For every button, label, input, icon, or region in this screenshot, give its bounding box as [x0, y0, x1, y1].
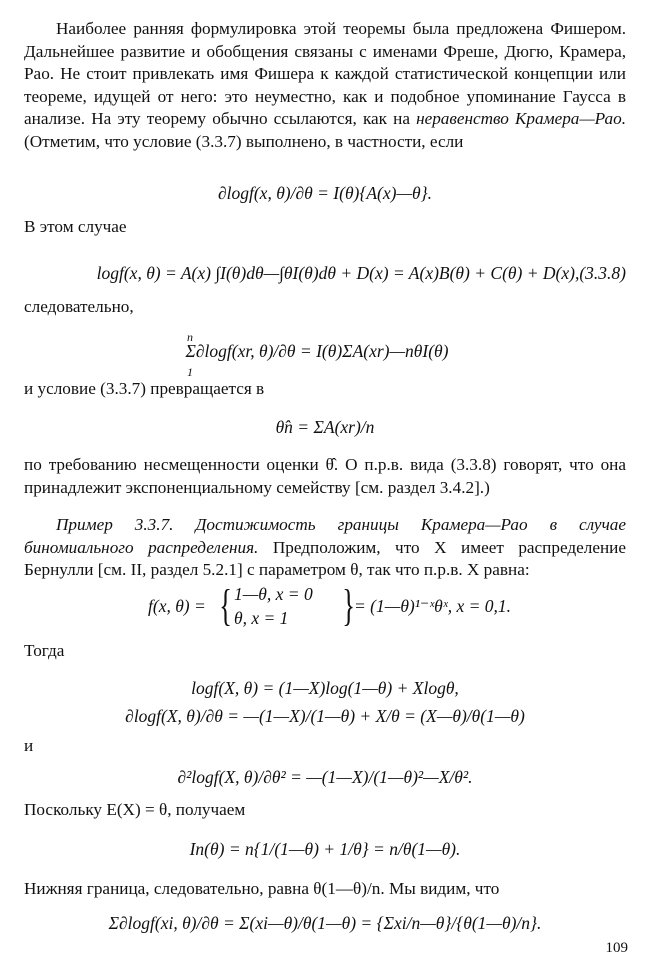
equation-1: ∂logf(x, θ)/∂θ = I(θ){A(x)—θ}. [217, 183, 433, 203]
text-and: и [24, 736, 34, 755]
equation-log-likelihood: logf(X, θ) = (1—X)log(1—θ) + Xlogθ, [191, 678, 459, 698]
sum-lower-limit: 1 [187, 365, 193, 379]
text-lower-bound: Нижняя граница, следовательно, равна θ(1—θ)/n. Мы видим, что [24, 879, 500, 898]
pdf-lhs: f(x, θ) = [148, 596, 206, 616]
right-brace: } [342, 581, 355, 630]
equation-3-3-8: logf(x, θ) = A(x) ∫I(θ)dθ—∫θI(θ)dθ + D(x) = A(x)B(θ) + C(θ) + D(x),(3.3.8) [96, 263, 626, 283]
equation-score: ∂logf(X, θ)/∂θ = —(1—X)/(1—θ) + X/θ = (X—θ)/θ(1—θ) [125, 706, 525, 726]
equation-second-derivative: ∂²logf(X, θ)/∂θ² = —(1—X)/(1—θ)²—X/θ². [177, 767, 473, 787]
paragraph-intro [24, 18, 626, 154]
page-number: 109 [605, 940, 628, 956]
sum-upper-limit: n [187, 330, 193, 344]
pdf-case-1: 1—θ, x = 0 [234, 584, 313, 604]
text-therefore: следовательно, [24, 297, 134, 316]
text-since: Поскольку E(X) = θ, получаем [24, 800, 246, 819]
paragraph-intro-end: (Отметим, что условие (3.3.7) выполнено, в частности, если [24, 131, 464, 151]
equation-sum-score: Σ∂logf(xi, θ)/∂θ = Σ(xi—θ)/θ(1—θ) = {Σxi/n—θ}/{θ(1—θ)/n}. [108, 913, 542, 933]
text-condition: и условие (3.3.7) превращается в [24, 379, 265, 398]
left-brace: { [219, 581, 232, 630]
term-cramer-rao: неравенство Крамера—Рао. [416, 109, 626, 129]
paragraph-intro-text: Наиболее ранняя формулировка этой теоремы была предложена Фишером. Дальнейшее развитие и обобщения связаны с именами Фреше, Дюгю, Крамера, Рао. Не стоит привлекать имя Фишера к каждой статистической концепции или теореме, идущей от него: это неуместно, как и подобное упоминание Гаусса в анализе. На эту теорему обычно ссылаются, как на [24, 19, 626, 129]
equation-bernoulli-pdf [148, 582, 528, 634]
example-text: Предположим, что X имеет распределение Бернулли [см. II, раздел 5.2.1] с параметром θ, так что п.р.в. X равна: [24, 537, 626, 580]
paragraph-unbiased: по требованию несмещенности оценки θ̂. О п.р.в. вида (3.3.8) говорят, что она принадлежит экспоненциальному семейству [см. раздел 3.4.2].) [24, 455, 626, 497]
equation-information: In(θ) = n{1/(1—θ) + 1/θ} = n/θ(1—θ). [189, 839, 461, 859]
equation-sum: Σ∂logf(xr, θ)/∂θ = I(θ)ΣA(xr)—nθI(θ) [185, 341, 449, 361]
example-title: Пример 3.3.7. Достижимость границы Крамера—Рао в случае биномиального распределения. [24, 515, 626, 557]
text-in-this-case: В этом случае [24, 217, 127, 236]
text-then: Тогда [24, 641, 65, 660]
pdf-rhs: = (1—θ)¹⁻ˣθˣ, x = 0,1. [354, 596, 512, 616]
pdf-case-2: θ, x = 1 [234, 608, 289, 628]
paragraph-example [24, 514, 626, 582]
equation-estimator: θ̂n = ΣA(xr)/n [275, 417, 375, 437]
